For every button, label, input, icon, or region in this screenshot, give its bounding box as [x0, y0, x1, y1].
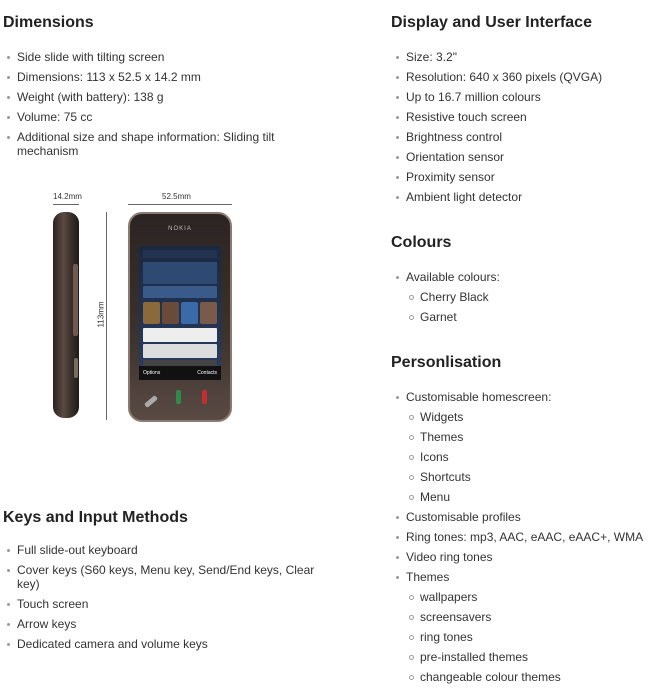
softkey-right: Contacts — [197, 370, 217, 376]
list-item: Touch screen — [1, 597, 321, 611]
phone-front-view — [128, 212, 232, 422]
list-item: Side slide with tilting screen — [1, 50, 301, 64]
keys-heading: Keys and Input Methods — [3, 509, 188, 526]
app-icon — [181, 302, 198, 324]
depth-label: 14.2mm — [53, 192, 82, 201]
app-icon — [162, 302, 179, 324]
list-item: Volume: 75 cc — [1, 110, 301, 124]
brand-logo: NOKIA — [168, 226, 192, 232]
call-key — [176, 390, 181, 404]
personalisation-list — [390, 390, 649, 690]
list-subitem: Garnet — [390, 310, 649, 324]
list-item: Full slide-out keyboard — [1, 543, 321, 557]
phone-side-view — [53, 212, 79, 418]
list-item: Weight (with battery): 138 g — [1, 90, 301, 104]
list-subitem: pre-installed themes — [390, 650, 649, 664]
list-item: Dimensions: 113 x 52.5 x 14.2 mm — [1, 70, 301, 84]
dimensions-list — [1, 50, 301, 164]
list-item: Customisable homescreen: — [390, 390, 649, 404]
list-subitem: screensavers — [390, 610, 649, 624]
display-list — [390, 50, 649, 210]
list-item: Resistive touch screen — [390, 110, 649, 124]
height-label: 113mm — [96, 301, 106, 328]
list-subitem: ring tones — [390, 630, 649, 644]
app-icon — [143, 302, 160, 324]
width-dimension-line — [128, 204, 232, 205]
colours-heading: Colours — [391, 234, 452, 251]
clock-widget — [143, 262, 217, 284]
list-item: Resolution: 640 x 360 pixels (QVGA) — [390, 70, 649, 84]
width-label: 52.5mm — [162, 192, 191, 201]
list-subitem: Cherry Black — [390, 290, 649, 304]
list-item: Ambient light detector — [390, 190, 649, 204]
side-button — [74, 358, 78, 378]
list-item: Available colours: — [390, 270, 649, 284]
keys-list — [1, 543, 321, 657]
message-widget — [143, 328, 217, 342]
display-heading: Display and User Interface — [391, 14, 592, 31]
app-icon — [200, 302, 217, 324]
status-bar — [143, 250, 217, 258]
list-item: Customisable profiles — [390, 510, 649, 524]
phone-illustration — [40, 190, 250, 450]
softkey-left: Options — [143, 370, 161, 376]
app-icons — [143, 302, 217, 324]
list-subitem: Widgets — [390, 410, 649, 424]
list-item: Orientation sensor — [390, 150, 649, 164]
list-subitem: Shortcuts — [390, 470, 649, 484]
dimensions-heading: Dimensions — [3, 14, 94, 31]
list-item: Arrow keys — [1, 617, 321, 631]
list-item: Dedicated camera and volume keys — [1, 637, 321, 651]
height-dimension-line — [106, 212, 107, 420]
list-item: Themes — [390, 570, 649, 584]
list-subitem: Themes — [390, 430, 649, 444]
end-key — [202, 390, 207, 404]
list-subitem: Icons — [390, 450, 649, 464]
colours-list — [390, 270, 649, 330]
social-widget — [143, 344, 217, 358]
menu-key — [144, 395, 158, 408]
list-item: Size: 3.2" — [390, 50, 649, 64]
list-item: Proximity sensor — [390, 170, 649, 184]
list-item: Additional size and shape information: Sliding tilt mechanism — [1, 130, 287, 158]
list-item: Cover keys (S60 keys, Menu key, Send/End keys, Clear key) — [1, 563, 317, 591]
personalisation-heading: Personlisation — [391, 354, 502, 371]
depth-dimension-line — [53, 204, 79, 205]
phone-screen — [139, 246, 221, 380]
side-slider-key — [73, 264, 78, 336]
list-item: Ring tones: mp3, AAC, eAAC, eAAC+, WMA — [390, 530, 649, 544]
list-subitem: wallpapers — [390, 590, 649, 604]
date-widget — [143, 286, 217, 298]
list-item: Up to 16.7 million colours — [390, 90, 649, 104]
list-subitem: Menu — [390, 490, 649, 504]
softkeys — [139, 366, 221, 380]
list-item: Video ring tones — [390, 550, 649, 564]
list-item: Brightness control — [390, 130, 649, 144]
list-subitem: changeable colour themes — [390, 670, 649, 684]
